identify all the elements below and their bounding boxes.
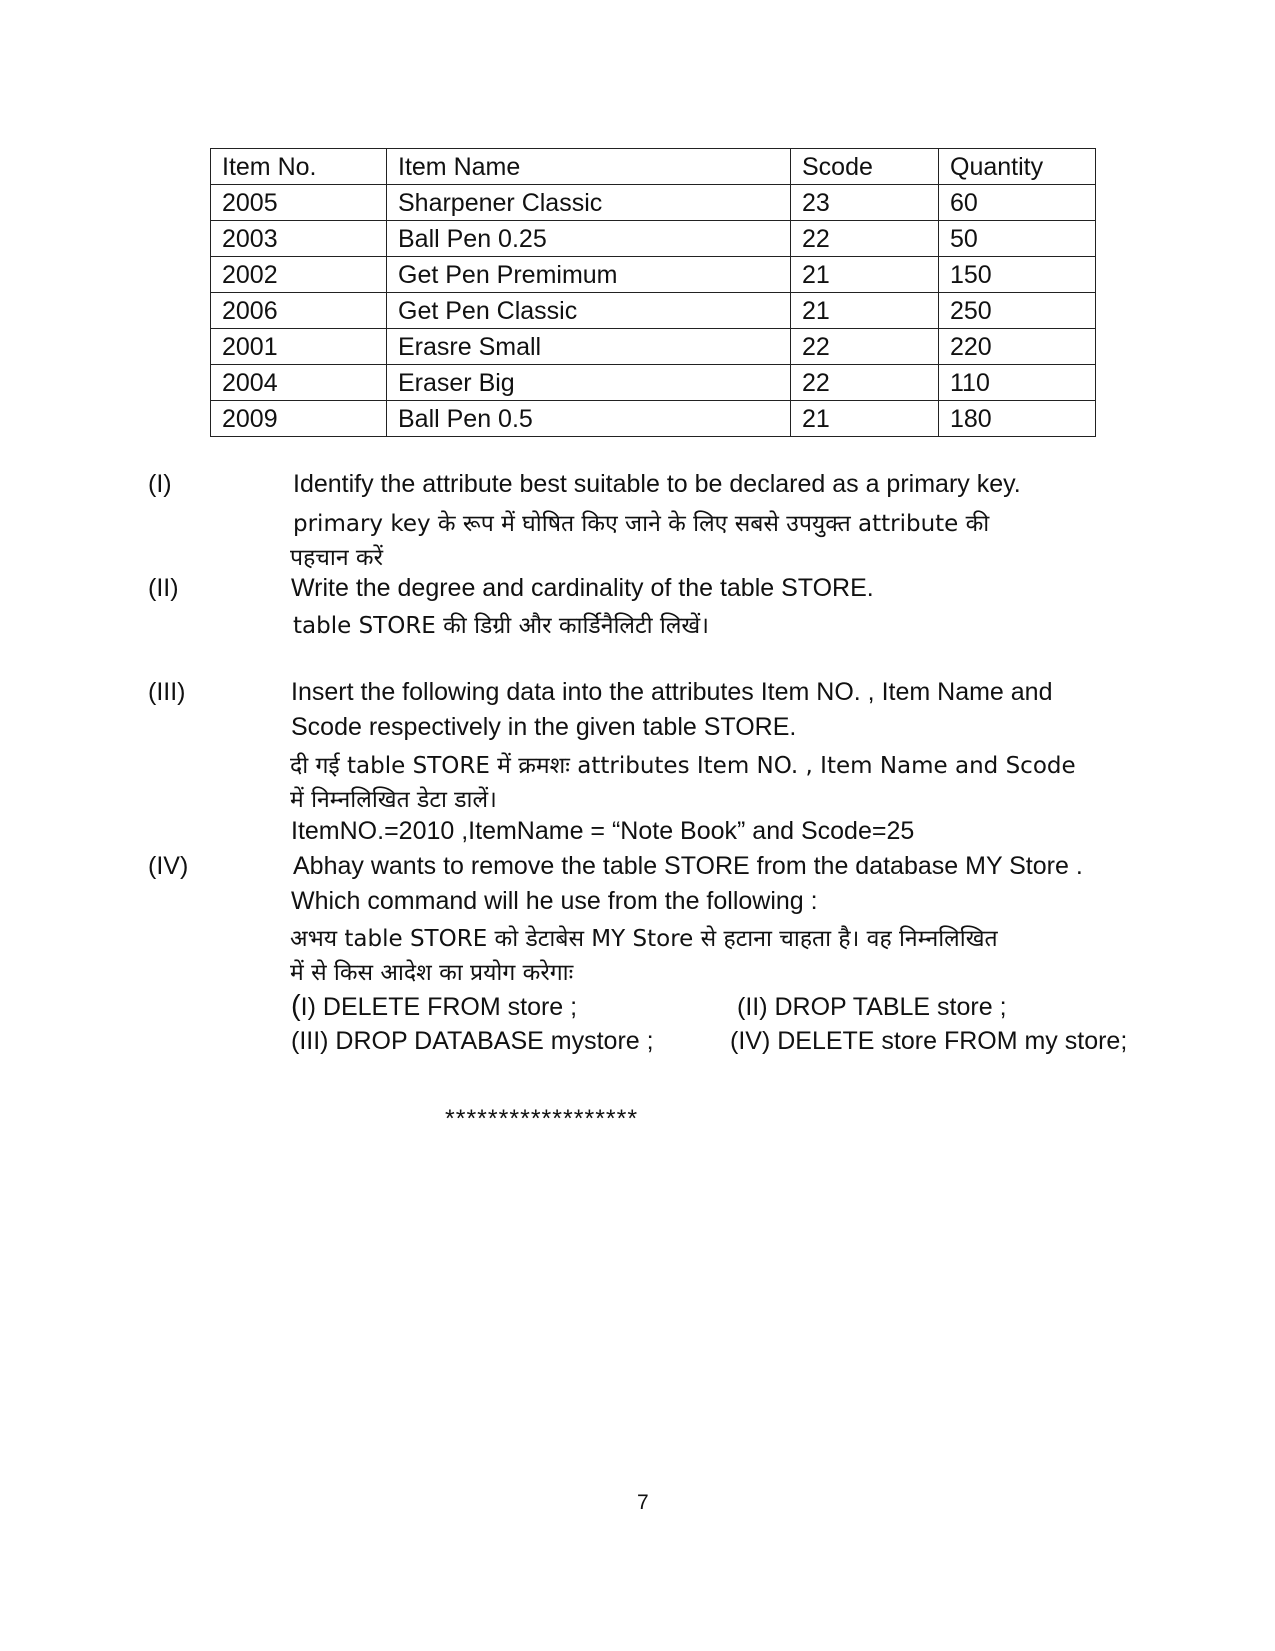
cell-item-no: 2006: [211, 293, 387, 329]
cell-item-no: 2003: [211, 221, 387, 257]
page-number: 7: [637, 1491, 649, 1514]
question-3-data: ItemNO.=2010 ,ItemName = “Note Book” and Scode=25: [291, 817, 915, 845]
cell-quantity: 60: [939, 185, 1096, 221]
question-4-number: (IV): [148, 852, 189, 880]
cell-quantity: 150: [939, 257, 1096, 293]
cell-scode: 22: [791, 329, 939, 365]
header-quantity: Quantity: [939, 149, 1096, 185]
question-2-number: (II): [148, 574, 179, 602]
cell-scode: 22: [791, 221, 939, 257]
question-4-hindi-line-1: अभय table STORE को डेटाबेस MY Store से हटाना चाहता है। वह निम्नलिखित: [290, 926, 998, 952]
question-1-hindi-line-1: primary key के रूप में घोषित किए जाने के लिए सबसे उपयुक्त attribute की: [293, 511, 990, 537]
table-header-row: [211, 149, 1096, 185]
cell-item-name: Get Pen Classic: [387, 293, 791, 329]
header-scode: Scode: [791, 149, 939, 185]
table-row: [211, 329, 1096, 365]
option-2: (II) DROP TABLE store ;: [737, 993, 1007, 1021]
question-2-hindi: table STORE की डिग्री और कार्डिनैलिटी लिखें।: [293, 613, 709, 639]
table-row: [211, 185, 1096, 221]
separator-stars: ******************: [445, 1105, 639, 1133]
question-3-english-line-1: Insert the following data into the attributes Item NO. , Item Name and: [291, 678, 1053, 706]
table-row: [211, 401, 1096, 437]
question-3-english-line-2: Scode respectively in the given table STORE.: [291, 713, 797, 741]
table-row: [211, 221, 1096, 257]
cell-item-no: 2005: [211, 185, 387, 221]
question-3-number: (III): [148, 678, 186, 706]
cell-item-name: Ball Pen 0.25: [387, 221, 791, 257]
table-row: [211, 257, 1096, 293]
cell-scode: 21: [791, 257, 939, 293]
option-1: [291, 990, 577, 1023]
question-1-number: (I): [148, 470, 172, 498]
cell-quantity: 250: [939, 293, 1096, 329]
question-3-hindi-line-2: में निम्नलिखित डेटा डालें।: [290, 787, 497, 813]
cell-scode: 23: [791, 185, 939, 221]
cell-quantity: 50: [939, 221, 1096, 257]
option-3: (III) DROP DATABASE mystore ;: [291, 1027, 654, 1055]
header-item-no: Item No.: [211, 149, 387, 185]
cell-scode: 21: [791, 293, 939, 329]
cell-item-no: 2009: [211, 401, 387, 437]
table-row: [211, 365, 1096, 401]
option-1-text: I) DELETE FROM store ;: [300, 993, 578, 1021]
cell-item-no: 2001: [211, 329, 387, 365]
question-4-english-line-1: Abhay wants to remove the table STORE from the database MY Store .: [293, 852, 1083, 880]
cell-item-name: Eraser Big: [387, 365, 791, 401]
header-item-name: Item Name: [387, 149, 791, 185]
cell-item-no: 2002: [211, 257, 387, 293]
cell-quantity: 180: [939, 401, 1096, 437]
cell-quantity: 110: [939, 365, 1096, 401]
cell-quantity: 220: [939, 329, 1096, 365]
cell-item-name: Ball Pen 0.5: [387, 401, 791, 437]
cell-item-name: Sharpener Classic: [387, 185, 791, 221]
question-3-hindi-line-1: दी गई table STORE में क्रमशः attributes Item NO. , Item Name and Scode: [290, 753, 1076, 779]
question-1-hindi-line-2: पहचान करें: [290, 545, 383, 571]
question-1-english: Identify the attribute best suitable to be declared as a primary key.: [293, 470, 1021, 498]
question-2-english: Write the degree and cardinality of the table STORE.: [291, 574, 874, 602]
cell-item-name: Get Pen Premimum: [387, 257, 791, 293]
question-4-english-line-2: Which command will he use from the following :: [291, 887, 818, 915]
store-table: [210, 148, 1096, 437]
cell-item-no: 2004: [211, 365, 387, 401]
option-1-paren: (: [291, 990, 301, 1022]
option-4: (IV) DELETE store FROM my store;: [730, 1027, 1128, 1055]
cell-scode: 22: [791, 365, 939, 401]
question-4-hindi-line-2: में से किस आदेश का प्रयोग करेगाः: [290, 960, 574, 986]
cell-scode: 21: [791, 401, 939, 437]
table-row: [211, 293, 1096, 329]
cell-item-name: Erasre Small: [387, 329, 791, 365]
